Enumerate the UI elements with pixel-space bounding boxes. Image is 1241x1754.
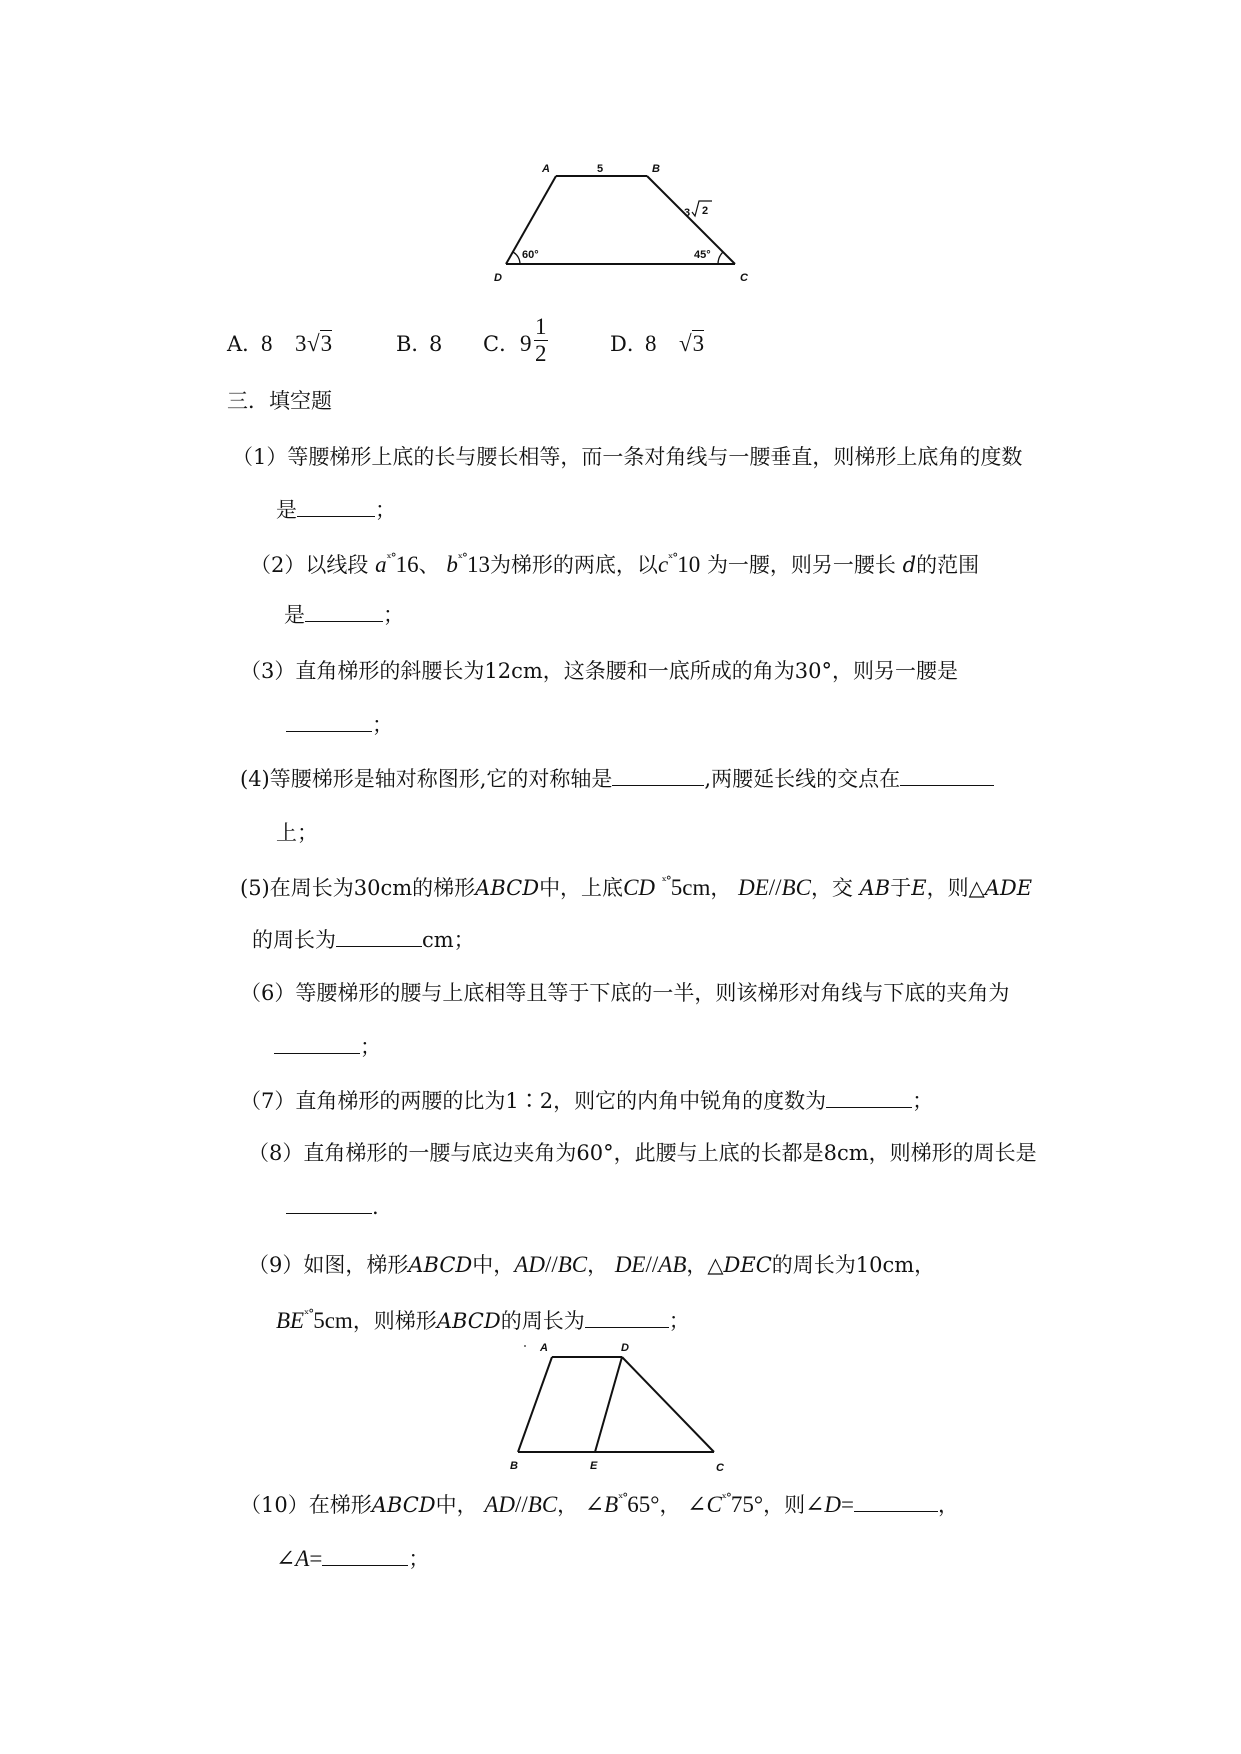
q5-line2-start: 的周长为 xyxy=(252,928,336,952)
q10-parallel: // xyxy=(515,1492,528,1517)
q5-parallel: // xyxy=(768,875,782,900)
choice-c-label: C． xyxy=(483,332,521,356)
q2-b-value: 13 xyxy=(466,552,490,577)
edge-ba xyxy=(518,1357,552,1452)
choice-c-numerator: 1 xyxy=(534,314,548,341)
q2-prefix: （2）以线段 xyxy=(250,553,369,577)
q5-comma: ， xyxy=(710,876,732,900)
q5-var-ade: ADE xyxy=(984,876,1033,900)
q10-equals-2: = xyxy=(309,1546,323,1571)
q10-b-value: 65° xyxy=(627,1492,660,1517)
q9-comma: ， xyxy=(587,1253,609,1277)
answer-blank xyxy=(322,1563,408,1566)
q5-part-e: 于 xyxy=(890,876,912,900)
q10-part-e: ，则 xyxy=(763,1493,806,1517)
q7-line xyxy=(240,1091,933,1112)
q10-c-value: 75° xyxy=(730,1492,764,1517)
q9-parallel: // xyxy=(544,1252,558,1277)
answer-blank xyxy=(612,783,704,786)
q6-line2-end: ； xyxy=(360,1035,381,1059)
q6-line1: （6）等腰梯形的腰与上底相等且等于下底的一半，则该梯形对角线与下底的夹角为 xyxy=(240,981,1010,1005)
choice-a-radicand: 3 xyxy=(320,331,333,356)
q5-part-b: 中，上底 xyxy=(539,876,624,900)
q9-var-ad: AD xyxy=(514,1252,545,1277)
q10-angle-c: ∠C xyxy=(687,1492,722,1517)
q5-cd-value: 5cm xyxy=(670,875,711,900)
q5-var-abcd: ABCD xyxy=(475,876,540,900)
q5-var-de: DE xyxy=(738,875,769,900)
q10-line1 xyxy=(240,1492,959,1516)
q2-separator: 、 xyxy=(418,553,440,577)
q9-part-e: 的周长为10cm， xyxy=(771,1253,936,1277)
section-title: 三．填空题 xyxy=(227,389,332,413)
garbled-glyph: ˣ° xyxy=(721,1491,731,1505)
side-label-top: 5 xyxy=(597,163,604,175)
q9-var-abcd-2: ABCD xyxy=(436,1309,501,1333)
choice-row xyxy=(227,314,827,374)
speck xyxy=(524,1345,526,1347)
q9-part-a: （9）如图，梯形 xyxy=(248,1253,409,1277)
q9-var-de: DE xyxy=(614,1252,646,1277)
q4-line2: 上； xyxy=(276,821,318,845)
q10-part-b: 中， xyxy=(435,1493,478,1517)
q2-var-d: d xyxy=(902,553,917,577)
q4-line1 xyxy=(240,769,994,790)
q5-var-ab: AB xyxy=(859,876,891,900)
q3-line2-end: ； xyxy=(372,713,393,737)
choice-d-label: D． xyxy=(610,332,648,356)
q2-var-b: b xyxy=(446,552,458,577)
q9-part-d: ，△ xyxy=(686,1253,724,1277)
q8-line1: （8）直角梯形的一腰与底边夹角为60°，此腰与上底的长都是8cm，则梯形的周长是 xyxy=(248,1141,1037,1165)
q1-line2-end: ； xyxy=(375,498,396,522)
choice-c-int: 9 xyxy=(520,331,532,356)
garbled-glyph: ˣ° xyxy=(668,551,678,565)
q5-part-d: ，交 xyxy=(810,876,853,900)
choice-a-sqrt: √3 xyxy=(307,331,333,356)
q1-line1: （1）等腰梯形上底的长与腰长相等，而一条对角线与一腰垂直，则梯形上底角的度数 xyxy=(232,445,1023,469)
q10-equals: = xyxy=(840,1492,854,1517)
q9-part-g: 的周长为 xyxy=(500,1309,585,1333)
q8-line2 xyxy=(286,1197,379,1218)
q9-parallel-2: // xyxy=(645,1252,659,1277)
vertex-label-d: D xyxy=(621,1342,629,1354)
garbled-glyph: ˣ° xyxy=(457,551,467,565)
q9-end: ； xyxy=(668,1309,690,1333)
q5-line2-end: cm； xyxy=(422,928,475,952)
garbled-glyph: ˣ° xyxy=(618,1491,628,1505)
q2-line2-start: 是 xyxy=(284,603,305,627)
q5-line2 xyxy=(252,930,475,951)
choice-a-coef: 3 xyxy=(295,331,307,356)
answer-blank xyxy=(274,1051,360,1054)
segment-de xyxy=(595,1357,622,1452)
answer-blank xyxy=(286,1211,372,1214)
vertex-label-c: C xyxy=(716,1462,724,1474)
choice-b-value: 8 xyxy=(429,332,443,356)
q2-c-value: 10 xyxy=(677,552,701,577)
q5-part-a: (5)在周长为30cm的梯形 xyxy=(240,876,476,900)
garbled-glyph: ˣ° xyxy=(304,1307,314,1321)
q2-var-c: c xyxy=(657,552,669,577)
answer-blank xyxy=(286,729,372,732)
q2-tail: 为一腰，则另一腰长 xyxy=(706,553,896,577)
q10-comma-3: ， xyxy=(937,1493,959,1517)
choice-b-label: B． xyxy=(396,332,433,356)
trapezoid-figure-2 xyxy=(500,1338,740,1478)
q3-line1: （3）直角梯形的斜腰长为12cm，这条腰和一底所成的角为30°，则另一腰是 xyxy=(240,659,958,683)
choice-a-int: 8 xyxy=(261,331,273,356)
q10-var-abcd: ABCD xyxy=(371,1493,436,1517)
choice-a-label: A． xyxy=(227,332,264,356)
q2-var-a: a xyxy=(375,552,387,577)
side-label-bc-coef: 3 xyxy=(684,207,691,219)
vertex-label-d: D xyxy=(494,272,502,284)
answer-blank xyxy=(854,1509,938,1512)
q10-comma: ， xyxy=(557,1493,579,1517)
q9-var-bc: BC xyxy=(557,1252,588,1277)
trapezoid-figure-1 xyxy=(480,160,760,300)
q9-line1 xyxy=(248,1253,935,1276)
answer-blank xyxy=(900,783,994,786)
edge-dc xyxy=(622,1357,714,1452)
garbled-glyph: ˣ° xyxy=(661,874,671,888)
choice-c-denominator: 2 xyxy=(535,341,547,367)
q5-var-bc: BC xyxy=(781,875,811,900)
choice-d-radicand: 3 xyxy=(692,331,705,356)
q5-part-f: ，则△ xyxy=(926,876,985,900)
q7-end: ； xyxy=(912,1089,934,1113)
q9-var-be: BE xyxy=(276,1308,305,1333)
vertex-label-a: A xyxy=(542,163,550,175)
q9-part-b: 中， xyxy=(472,1253,515,1277)
angle-label-c: 45° xyxy=(694,249,711,261)
q10-angle-b: ∠B xyxy=(584,1492,619,1517)
angle-label-d: 60° xyxy=(522,249,539,261)
q9-line2 xyxy=(276,1308,690,1332)
q9-var-ab: AB xyxy=(658,1252,687,1277)
q2-middle: 为梯形的两底，以 xyxy=(489,553,658,577)
q10-angle-a: ∠A xyxy=(276,1546,310,1571)
angle-arc-d xyxy=(513,252,520,264)
q9-var-abcd: ABCD xyxy=(408,1253,473,1277)
q1-line2 xyxy=(276,500,396,521)
q10-comma-2: ， xyxy=(659,1493,681,1517)
q9-part-f: ，则梯形 xyxy=(352,1309,437,1333)
q10-part-a: （10）在梯形 xyxy=(240,1493,372,1517)
q10-angle-d: ∠D xyxy=(805,1492,841,1517)
q2-line2-end: ； xyxy=(383,603,404,627)
vertex-label-a: A xyxy=(540,1342,548,1354)
q2-line1 xyxy=(250,552,979,576)
q7-text: （7）直角梯形的两腰的比为1∶2，则它的内角中锐角的度数为 xyxy=(240,1089,827,1113)
q2-a-value: 16 xyxy=(395,552,419,577)
q4-part-b: ,两腰延长线的交点在 xyxy=(704,767,901,791)
q10-line2 xyxy=(276,1547,429,1570)
q10-var-bc: BC xyxy=(527,1492,558,1517)
q1-line2-start: 是 xyxy=(276,498,297,522)
garbled-glyph: ˣ° xyxy=(386,551,396,565)
choice-d-int: 8 xyxy=(645,331,657,356)
q2-end: 的范围 xyxy=(916,553,980,577)
q10-var-ad: AD xyxy=(484,1492,515,1517)
answer-blank xyxy=(826,1105,912,1108)
q2-line2 xyxy=(284,605,404,626)
edge-bc xyxy=(647,176,735,264)
angle-arc-c xyxy=(718,252,723,264)
choice-c-fraction xyxy=(534,314,548,368)
q10-end: ； xyxy=(408,1547,430,1571)
q5-var-e: E xyxy=(911,876,927,900)
side-label-bc-rad: 2 xyxy=(702,205,709,217)
answer-blank xyxy=(305,619,383,622)
choice-d-sqrt: √3 xyxy=(679,331,705,356)
q5-line1 xyxy=(240,875,1032,899)
answer-blank xyxy=(297,514,375,517)
vertex-label-b: B xyxy=(510,1460,518,1472)
q8-line2-end: . xyxy=(372,1195,379,1219)
vertex-label-e: E xyxy=(590,1460,598,1472)
answer-blank xyxy=(336,944,422,947)
q9-var-dec: DEC xyxy=(723,1253,772,1277)
q9-be-value: 5cm xyxy=(313,1308,353,1333)
q5-var-cd: CD xyxy=(623,875,656,900)
q4-part-a: (4)等腰梯形是轴对称图形,它的对称轴是 xyxy=(240,767,613,791)
vertex-label-c: C xyxy=(740,272,748,284)
q3-line2 xyxy=(286,715,393,736)
q6-line2 xyxy=(274,1037,381,1058)
answer-blank xyxy=(585,1325,669,1328)
vertex-label-b: B xyxy=(652,163,660,175)
